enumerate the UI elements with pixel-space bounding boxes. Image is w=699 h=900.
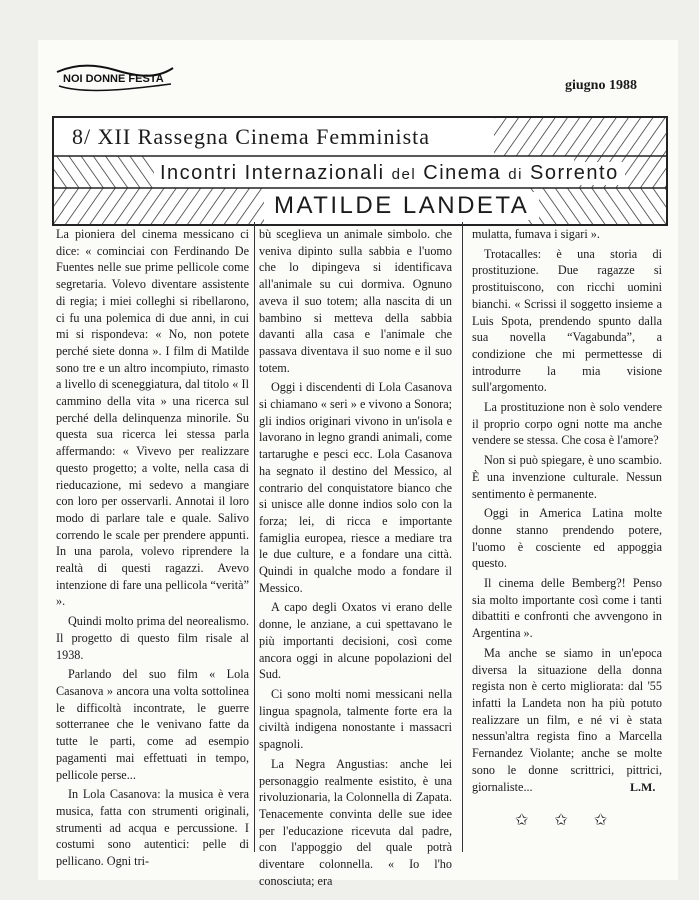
article-title: MATILDE LANDETA — [264, 192, 539, 220]
festival-edition-title: 8/ XII Rassegna Cinema Femminista — [66, 124, 436, 150]
column-divider — [254, 222, 255, 852]
svg-text:NOI DONNE FESTA: NOI DONNE FESTA — [63, 73, 164, 85]
star-ornament-icon: ✩✩✩ — [515, 812, 634, 829]
paragraph: In Lola Casanova: la musica è vera musica, fatta con strumenti originali, strumenti ad acqua e percussione. I costumi sono autentici: pelle di pellicano. Ogni tri- — [56, 787, 249, 869]
paragraph: Ci sono molti nomi messicani nella lingua spagnola, talmente forte era la civiltà indigena nonostante i massacri spagnoli. — [259, 686, 452, 752]
paragraph: La prostituzione non è solo vendere il proprio corpo ogni notte ma anche vendere se stessa. Che cosa è l'amore? — [472, 400, 662, 448]
paragraph: mulatta, fumava i sigari ». — [472, 227, 600, 241]
column-divider — [462, 222, 463, 852]
paragraph: La Negra Angustias: anche lei personaggio realmente esistito, è una rivoluzionaria, la Colonnella di Zapata. Tenacemente convinta delle sue idee per l'educazione ricevuta dal padre, con l'appoggio del quale potrà diventare colonnella. « Io l'ho conosciuta; era — [259, 756, 452, 888]
paragraph: Trotacalles: è una storia di prostituzione. Due ragazze si prostituiscono, con ricchi uomini bianchi. « Scrissi il soggetto insieme a Luis Spota, prendendo spunto dalla sua novella “Vagabunda”, a condizione che mi permettesse di introdurre la mia visione sull'argomento. — [472, 246, 662, 395]
magazine-logo — [55, 60, 175, 96]
article-column-1 — [56, 226, 249, 873]
paragraph: Ma anche se siamo in un'epoca diversa la situazione della donna regista non è certo migliorata: dal '55 infatti la Landeta non ha più potuto realizzare un film, e né vi è stata nessun'altra regista fino a Marcella Fernandez Violante; anche se molte sono le donne scrittrici, pittrici, giornaliste... — [472, 645, 662, 794]
paragraph: Il cinema delle Bemberg?! Penso sia molto importante così come i tanti dibattiti e confronti che avvengono in Argentina ». — [472, 576, 662, 641]
paragraph: Oggi i discendenti di Lola Casanova si chiamano « seri » e vivono a Sonora; gli indios originari vivono in un'isola e lavorano in legno grandi animali, come tartarughe e pesci ecc. Lola Casanova ha segnato il destino del Messico, al contrario del conquistatore bianco che si unisce alle donne indios solo con la forza; lei, di ricca e importante famiglia europea, riesce a mediare tra le due culture, e a fondare una città. Quindi in qualche modo a fondare il Messico. — [259, 380, 452, 595]
paragraph: Non si può spiegare, è uno scambio. È una invenzione culturale. Nessun sentimento è permanente. — [472, 453, 662, 501]
paragraph: Quindi molto prima del neorealismo. Il progetto di questo film risale al 1938. — [56, 614, 249, 662]
festival-subtitle: Incontri Internazionali del Cinema di Sorrento — [154, 162, 625, 185]
paragraph: Oggi in America Latina molte donne stanno prendendo potere, l'uomo è cosciente ed appoggia questo. — [472, 506, 662, 571]
issue-date: giugno 1988 — [565, 78, 637, 93]
event-banner — [52, 116, 668, 226]
author-signature: L.M. — [630, 780, 656, 794]
paragraph: bù sceglieva un animale simbolo. che veniva dipinto sulla sabbia e l'uomo che lo dipingeva si identificava all'animale su cui dormiva. Ognuno aveva il suo totem; alla nascita di un bambino si metteva della sabbia davanti alla casa e l'animale che passava diventava il suo nome e il suo totem. — [259, 227, 452, 375]
paragraph: La pioniera del cinema messicano ci dice: « cominciai con Ferdinando De Fuentes nelle sue prime pellicole come segretaria. Volevo diventare assistente di regia; i miei colleghi si ribellarono, ci fu una polemica di due anni, in cui mi si rispondeva: « No, non potete perché siete donna ». I film di Matilde sono tre e un altro incompiuto, rimasto a livello di sceneggiatura, dal titolo « Il cammino della vita » una ricerca sul perché della delinquenza minorile. Su questa sua ricerca lei stessa parla affermando: « Vivevo per realizzare questo progetto; a volte, nella casa di rieducazione, mi sedevo a mangiare con loro per osservarli. Annotai il loro modo di parlare tale e quale. Salivo correndo le scale per prendere appunti. In una parola, volevo riprendere la realtà di questi ragazzi. Avevo intenzione di fare una pellicola “verità” ». — [56, 227, 249, 609]
paragraph: Parlando del suo film « Lola Casanova » ancora una volta sottolinea le difficoltà incontrate, le guerre sotterranee che le venivano fatte da tutte le parti, come ad esempio pagamenti mai effettuati in tempo, pellicole perse... — [56, 667, 249, 782]
article-column-2 — [259, 226, 452, 892]
paragraph: A capo degli Oxatos vi erano delle donne, le anziane, a cui spettavano le più importanti decisioni, così come ancora oggi in alcune popolazioni del Sud. — [259, 600, 452, 682]
article-column-3 — [472, 226, 662, 798]
